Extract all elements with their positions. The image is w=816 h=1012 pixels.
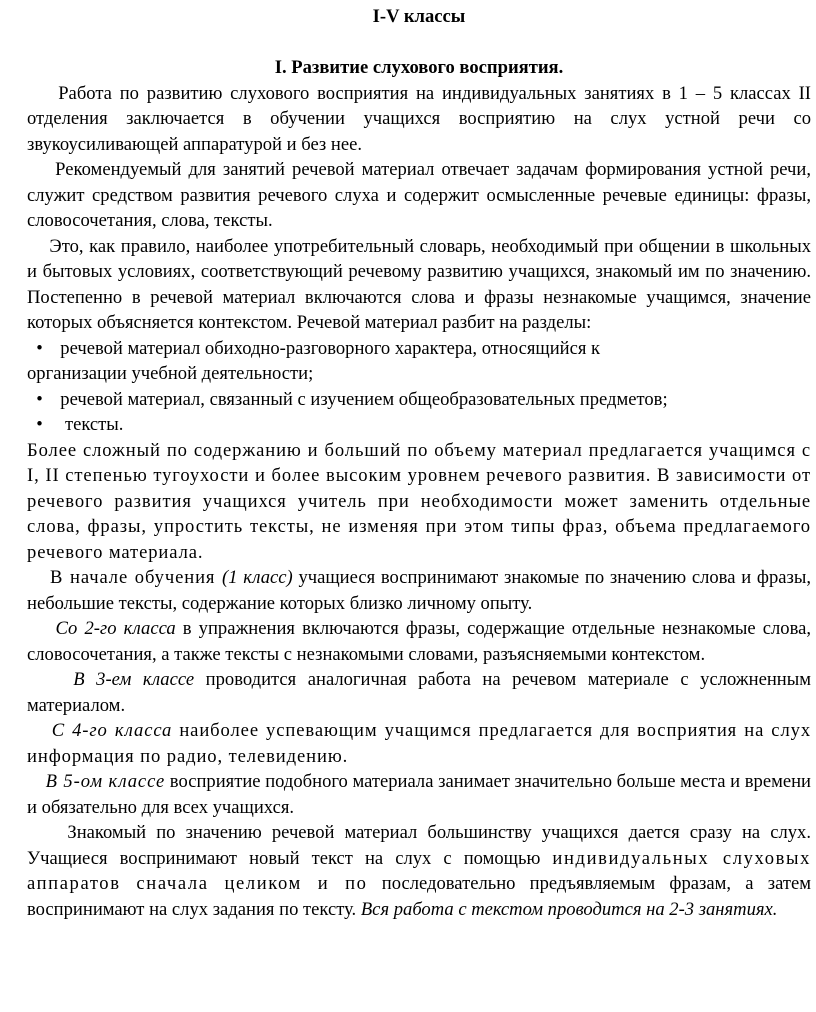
paragraph-9-italic: В 5-ом классе [45,771,166,792]
paragraph-5-start: В начале обучения [50,567,223,588]
paragraph-1 [27,81,811,158]
paragraph-8 [27,718,811,769]
paragraph-6-text: в упражнения включаются фразы, содержащие отдельные незнакомые слова, словосочетания, а также тексты с незнакомыми словами, разъясняемыми контекстом. [27,618,811,665]
blank-line [27,30,811,56]
paragraph-2 [27,157,811,234]
bullet-marker: • [36,337,43,359]
paragraph-10-text-a: Знакомый по значению речевой материал большинству учащихся дается сразу на слух. Учащиеся воспринимают новый текст на слух с помощью [27,822,812,869]
list-item-text: речевой материал обиходно-разговорного характера, относящийся к [60,337,601,359]
paragraph-1-text: Работа по развитию слухового восприятия на индивидуальных занятиях в 1 – 5 классах II отделения заключается в обучении учащихся восприятию на слух устной речи со звукоусиливающей аппаратурой и без нее. [27,82,811,155]
paragraph-5 [27,565,811,616]
list-item-text: речевой материал, связанный с изучением общеобразовательных предметов; [60,388,668,410]
paragraph-10 [27,820,811,922]
list-item [27,387,811,413]
list-item [27,412,811,438]
list-item [27,336,811,362]
section-heading: I. Развитие слухового восприятия. [274,57,564,78]
paragraph-9-text: восприятие подобного материала занимает значительно больше места и времени и обязательно для всех учащихся. [27,771,812,818]
paragraph-10-text-c: последовательно предъявляемым фразам, а затем воспринимают на слух задания по тексту. [27,873,811,920]
list-item-text: тексты. [60,414,124,435]
paragraph-4-text: Более сложный по содержанию и больший по объему материал предлагается учащимся с I, II степенью тугоухости и более высоким уровнем речевого развития. В зависимости от речевого развития учащихся учитель при необходимости может заменить отдельные слова, фразы, упростить тексты, не изменяя при этом типы фраз, объема предлагаемого речевого материала. [27,439,811,563]
paragraph-6-italic: Со 2-го класса [55,618,176,639]
paragraph-5-text: учащиеся воспринимают знакомые по значению слова и фразы, небольшие тексты, содержание которых близко личному опыту. [27,567,812,614]
paragraph-7-text: проводится аналогичная работа на речевом материале с усложненным материалом. [27,669,812,716]
paragraph-8-text: наиболее успевающим учащимся предлагается для восприятия на слух информация по радио, телевидению. [27,720,812,767]
paragraph-9 [27,769,811,820]
paragraph-7-italic: В 3-ем классе [73,669,195,690]
paragraph-8-italic: С 4-го класса [51,720,173,741]
paragraph-5-italic: (1 класс) [222,567,293,588]
bullet-marker: • [36,388,43,410]
paragraph-2-text: Рекомендуемый для занятий речевой материал отвечает задачам формирования устной речи, служит средством развития речевого слуха и содержит осмысленные речевые единицы: фразы, словосочетания, слова, тексты. [27,159,811,231]
paragraph-3 [27,234,811,336]
bullet-marker: • [36,414,43,435]
paragraph-7 [27,667,811,718]
paragraph-6 [27,616,811,667]
paragraph-10-italic: Вся работа с текстом проводится на 2-3 занятиях. [360,898,778,920]
list-item-continuation: организации учебной деятельности; [27,363,314,384]
page-title: I-V классы [372,6,466,27]
paragraph-3-text: Это, как правило, наиболее употребительный словарь, необходимый при общении в школьных и бытовых условиях, соответствующий речевому развитию учащихся, знакомый им по значению. Постепенно в речевой материал включаются слова и фразы незнакомые учащимся, значение которых объясняется контекстом. Речевой материал разбит на разделы: [27,235,812,333]
paragraph-4 [27,438,811,566]
paragraph-10-text-b: индивидуальных слуховых аппаратов сначала целиком и по [27,847,812,894]
